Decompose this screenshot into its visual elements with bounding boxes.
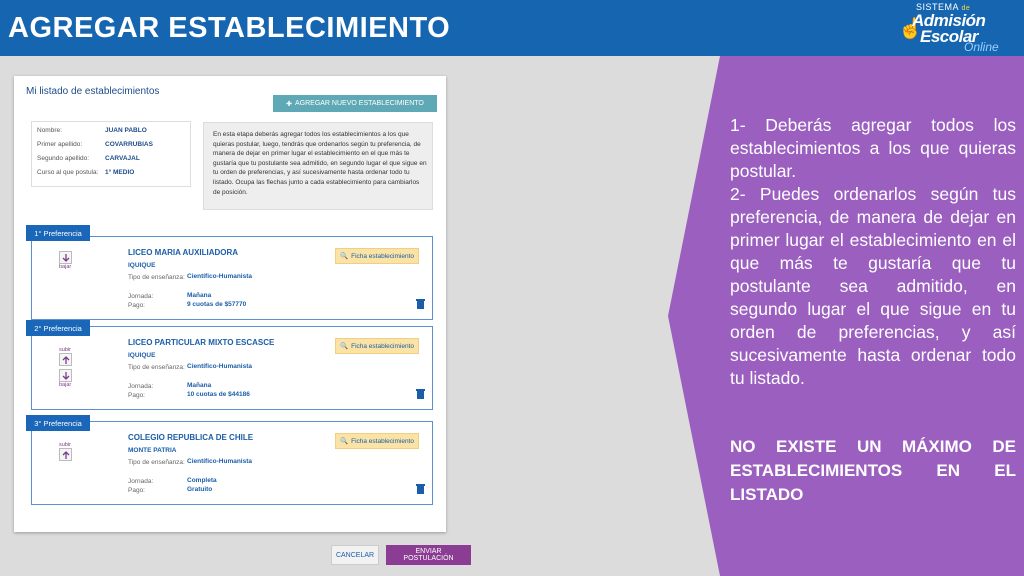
preference-tab-1: 1° Preferencia: [26, 225, 90, 241]
plus-icon: ✚: [286, 100, 292, 108]
page-title: AGREGAR ESTABLECIMIENTO: [8, 12, 451, 44]
move-controls: bajar: [59, 251, 71, 270]
school-name: COLEGIO REPUBLICA DE CHILE: [128, 433, 254, 442]
side-point-1: 1- Deberás agregar todos los establecimientos a los que quieras postular.: [730, 115, 1016, 181]
trash-icon[interactable]: [416, 299, 425, 309]
arrow-down-icon: [62, 372, 70, 380]
move-down-button[interactable]: [59, 369, 72, 382]
ficha-establecimiento-button[interactable]: 🔍 Ficha establecimiento: [335, 248, 419, 264]
side-point-2: 2- Puedes ordenarlos según tus preferencia, de manera de dejar en primer lugar el establecimiento en el que más te gustaría que tu postulante sea admitido, en segundo lugar el que sigue en tu orden de preferencias, y así sucesivamente hasta ordenar todo tu listado.: [730, 184, 1016, 388]
school-name: LICEO MARIA AUXILIADORA: [128, 248, 239, 257]
trash-icon[interactable]: [416, 389, 425, 399]
instructions-box: [203, 122, 433, 210]
preference-card-3: subir COLEGIO REPUBLICA DE CHILE MONTE PATRIA Tipo de enseñanza: Científico-Humanista Jornada: Completa Pago: Gratuito 🔍 Ficha establecimiento: [31, 421, 433, 505]
move-controls: subir bajar: [59, 347, 72, 388]
student-row: Nombre: JUAN PABLO: [37, 127, 147, 134]
search-icon: 🔍: [340, 438, 349, 445]
trash-icon[interactable]: [416, 484, 425, 494]
ficha-establecimiento-button[interactable]: 🔍 Ficha establecimiento: [335, 433, 419, 449]
admision-escolar-logo: ☝ SISTEMA de Admisión Escolar Online: [898, 2, 999, 54]
preference-tab-2: 2° Preferencia: [26, 320, 90, 336]
school-city: IQUIQUE: [128, 262, 156, 269]
panel-title: Mi listado de establecimientos: [26, 86, 160, 97]
move-up-button[interactable]: [59, 353, 72, 366]
move-down-button[interactable]: [59, 251, 72, 264]
arrow-up-icon: [62, 451, 70, 459]
establishments-panel: [14, 76, 446, 532]
student-row: Curso al que postula: 1° MEDIO: [37, 169, 135, 176]
move-up-button[interactable]: [59, 448, 72, 461]
search-icon: 🔍: [340, 343, 349, 350]
school-city: IQUIQUE: [128, 352, 156, 359]
ficha-establecimiento-button[interactable]: 🔍 Ficha establecimiento: [335, 338, 419, 354]
school-name: LICEO PARTICULAR MIXTO ESCASCE: [128, 338, 275, 347]
search-icon: 🔍: [340, 253, 349, 260]
arrow-down-icon: [62, 254, 70, 262]
school-city: MONTE PATRIA: [128, 447, 177, 454]
student-row: Segundo apellido: CARVAJAL: [37, 155, 140, 162]
student-row: Primer apellido: COVARRUBIAS: [37, 141, 153, 148]
student-info: [31, 121, 191, 187]
instructions-text: En esta etapa deberás agregar todos los establecimientos a los que quieras postular, luego, tendrás que ordenarlos según tu preferencia, de manera de dejar en primer lugar el establecimiento en el que más te gustaría que tu postulante sea admitido, en segundo lugar el que sigue en tu orden de preferencias, y así sucesivamente hasta ordenar todo tu listado. Ocupa las flechas junto a cada establecimiento para cambiarlos de posición.: [213, 131, 427, 196]
move-controls: subir: [59, 442, 71, 461]
side-emphasis: NO EXISTE UN MÁXIMO DE ESTABLECIMIENTOS EN EL LISTADO: [730, 437, 1016, 504]
preference-card-1: bajar LICEO MARIA AUXILIADORA IQUIQUE Tipo de enseñanza: Científico-Humanista Jornada: Mañana Pago: 9 cuotas de $57770 🔍 Ficha establecimiento: [31, 236, 433, 320]
add-establishment-button[interactable]: ✚ AGREGAR NUEVO ESTABLECIMIENTO: [273, 95, 437, 112]
hand-pointer-icon: ☝: [898, 18, 923, 40]
arrow-up-icon: [62, 356, 70, 364]
send-application-button[interactable]: ENVIAR POSTULACIÓN: [386, 545, 471, 565]
side-instructions: [730, 114, 1016, 390]
cancel-button[interactable]: CANCELAR: [331, 545, 379, 565]
preference-card-2: subir bajar LICEO PARTICULAR MIXTO ESCASCE IQUIQUE Tipo de enseñanza: Científico-Humanista Jornada: Mañana Pago: 10 cuotas de $44186 🔍 Ficha establecimiento: [31, 326, 433, 410]
preference-tab-3: 3° Preferencia: [26, 415, 90, 431]
